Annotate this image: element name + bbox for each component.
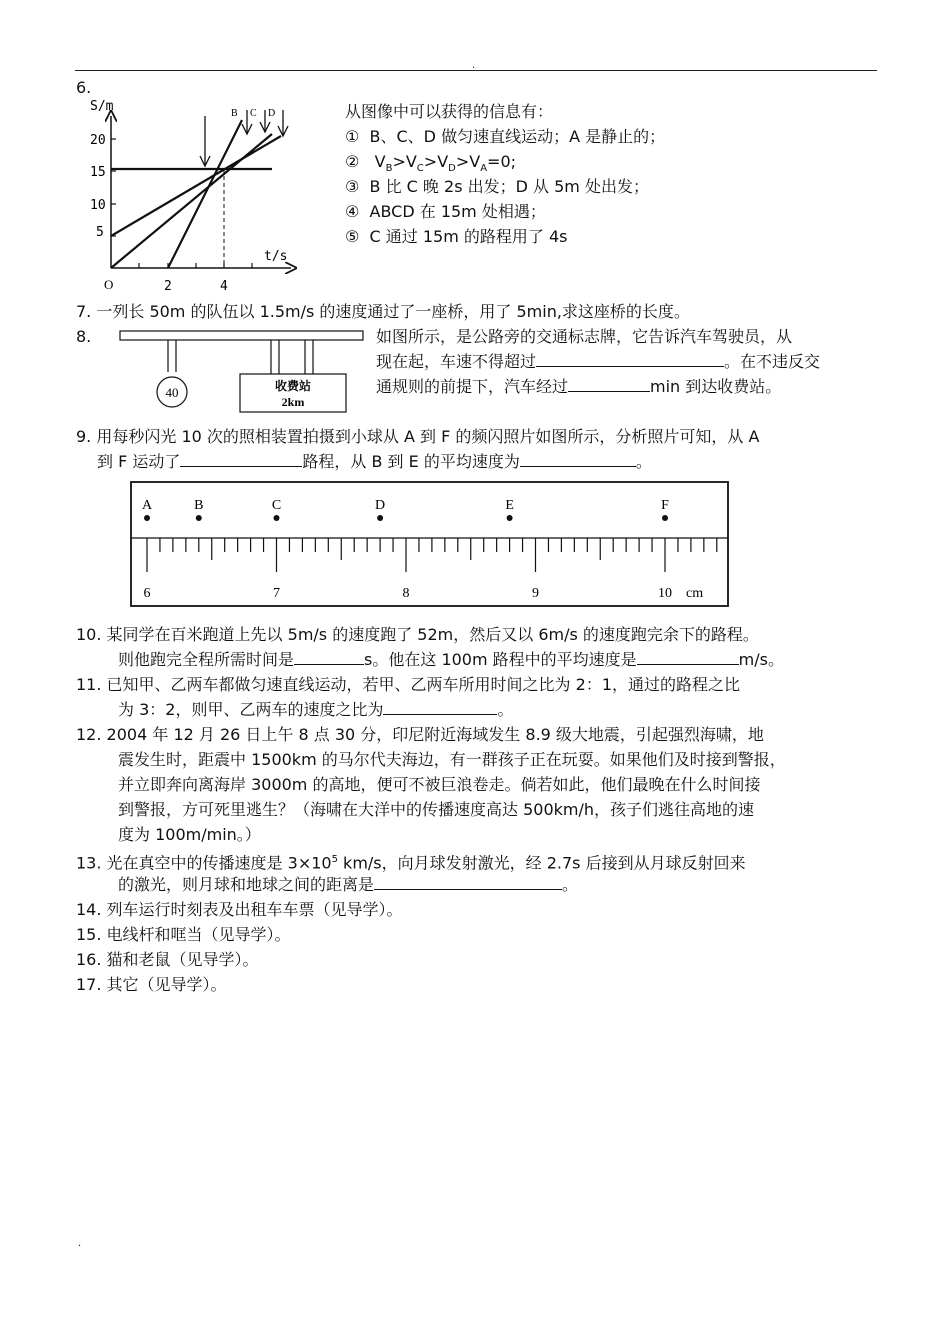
q14-number: 14. <box>76 900 102 919</box>
q12-line5: 度为 100m/min。） <box>118 825 261 844</box>
line-label-c: C <box>250 108 257 119</box>
q13-text: 的激光，则月球和地球之间的距离是 <box>118 875 375 894</box>
q12-line2: 震发生时，距震中 1500km 的马尔代夫海边，有一群孩子正在玩耍。如果他们及时接到警报， <box>118 750 786 769</box>
q9-text: 。 <box>635 452 652 471</box>
item-text: C 通过 15m 的路程用了 4s <box>369 227 568 246</box>
q10-text: m/s。 <box>738 650 784 669</box>
q14 <box>76 898 403 922</box>
answer-blank-avg-speed[interactable] <box>520 450 636 467</box>
answer-blank-distance[interactable] <box>180 450 302 467</box>
q15-number: 15. <box>76 925 102 944</box>
q14-text: 列车运行时刻表及出租车车票（见导学）。 <box>106 900 403 919</box>
item-mark: ⑤ <box>345 227 360 246</box>
ball-dot <box>196 515 202 521</box>
ball-label: E <box>505 498 514 513</box>
q8-text: min 到达收费站。 <box>650 377 782 396</box>
item-text: B、C、D 做匀速直线运动；A 是静止的； <box>369 127 666 146</box>
answer-blank-speed[interactable] <box>536 350 724 367</box>
answer-blank-time[interactable] <box>568 375 650 392</box>
y-tick-label: 5 <box>96 225 104 240</box>
ball-label: D <box>375 498 386 513</box>
ruler-number: 6 <box>143 586 151 601</box>
ball-dot <box>144 515 150 521</box>
q7-number: 7. <box>76 302 92 321</box>
q12-line4: 到警报，方可死里逃生？（海啸在大洋中的传播速度高达 500km/h，孩子们逃往高地的速 <box>118 800 755 819</box>
ruler-number: 9 <box>532 586 539 601</box>
toll-station-distance: 2km <box>281 395 305 409</box>
q6-item-2: ② $V_B>V_C>V_D>V_A=0$; <box>345 152 517 175</box>
q11-line1 <box>76 673 740 697</box>
q7 <box>76 300 690 324</box>
q12-line1 <box>76 723 764 747</box>
ruler-number: 8 <box>402 586 410 601</box>
x-tick-label: 2 <box>164 279 172 294</box>
q9-ruler-photo <box>130 480 730 608</box>
q15-text: 电线杆和哐当（见导学）。 <box>106 925 291 944</box>
q10-text: 则他跑完全程所需时间是 <box>118 650 295 669</box>
q16 <box>76 948 259 972</box>
q13-text: 光在真空中的传播速度是 3×10 <box>106 853 332 873</box>
ball-dot <box>274 515 280 521</box>
q12-line3: 并立即奔向离海岸 3000m 的高地，便可不被巨浪卷走。倘若如此，他们最晚在什么时间接 <box>118 775 761 794</box>
q8-line1: 如图所示，是公路旁的交通标志牌，它告诉汽车驾驶员，从 <box>376 327 793 346</box>
q10-line1 <box>76 623 759 647</box>
q13-text: km/s，向月球发射激光，经 2.7s 后接到从月球反射回来 <box>337 853 746 873</box>
q9-line1 <box>76 425 759 449</box>
q6-item-4 <box>345 200 546 224</box>
ruler-number: 7 <box>273 586 280 601</box>
ruler-number: 10 <box>658 586 672 601</box>
y-tick-label: 20 <box>90 133 106 148</box>
q16-text: 猫和老鼠（见导学）。 <box>106 950 259 969</box>
ball-dot <box>377 515 383 521</box>
q6-item-3 <box>345 175 649 199</box>
item-text: B 比 C 晚 2s 出发；D 从 5m 处出发； <box>369 177 649 196</box>
q10-text: s。他在这 100m 路程中的平均速度是 <box>364 650 637 669</box>
q6-info-title: 从图像中可以获得的信息有： <box>345 102 554 121</box>
q16-number: 16. <box>76 950 102 969</box>
speed-limit-value: 40 <box>165 385 179 400</box>
answer-blank-moon-distance[interactable] <box>374 873 562 890</box>
q6-st-graph <box>76 96 306 296</box>
q13-text: 。 <box>562 875 579 894</box>
x-tick-label: 4 <box>220 279 228 294</box>
answer-blank-total-time[interactable] <box>294 648 364 665</box>
q11-text: 为 3：2，则甲、乙两车的速度之比为 <box>118 700 384 719</box>
q11-text: 已知甲、乙两车都做匀速直线运动，若甲、乙两车所用时间之比为 2：1，通过的路程之比 <box>106 675 740 694</box>
line-label-d: D <box>268 108 276 119</box>
q8-line3 <box>376 375 781 399</box>
line-d <box>111 136 281 236</box>
q8-traffic-sign <box>118 328 368 416</box>
q15 <box>76 923 291 947</box>
q17-text: 其它（见导学）。 <box>106 975 227 994</box>
ball-label: B <box>194 498 204 513</box>
q17 <box>76 973 227 997</box>
q6-item-1 <box>345 125 665 149</box>
q9-number: 9. <box>76 427 92 446</box>
q13-line2 <box>118 873 578 897</box>
q13-exponent: 5 <box>331 854 338 865</box>
q13-number: 13. <box>76 853 102 873</box>
line-label-b: B <box>231 108 238 119</box>
item-mark: ③ <box>345 177 360 196</box>
q11-line2 <box>118 698 513 722</box>
q9-text: 路程，从 B 到 E 的平均速度为 <box>302 452 520 471</box>
q8-text: 现在起，车速不得超过 <box>376 352 537 371</box>
item-mark: ④ <box>345 202 360 221</box>
q12-text: 2004 年 12 月 26 日上午 8 点 30 分，印尼附近海域发生 8.9 级大地震，引起强烈海啸，地 <box>106 725 764 744</box>
x-axis-label: t/s <box>264 249 288 264</box>
y-axis-label: S/m <box>90 99 114 114</box>
ball-label: A <box>141 498 153 513</box>
line-c <box>111 134 272 268</box>
footer-dot: . <box>78 1238 82 1249</box>
y-tick-label: 10 <box>90 198 106 213</box>
answer-blank-avg-speed[interactable] <box>637 648 739 665</box>
q6-item-5 <box>345 225 568 249</box>
q9-line2 <box>97 450 652 474</box>
q11-number: 11. <box>76 675 102 694</box>
q8-number: 8. <box>76 327 92 346</box>
q17-number: 17. <box>76 975 102 994</box>
q7-text: 一列长 50m 的队伍以 1.5m/s 的速度通过了一座桥，用了 5min,求这座桥的长度。 <box>96 302 690 321</box>
q6-number: 6. <box>76 78 92 97</box>
header-rule <box>75 70 877 71</box>
toll-station-label: 收费站 <box>274 379 312 393</box>
origin-label: O <box>104 277 114 292</box>
header-dot: . <box>472 60 476 71</box>
item-mark: ② <box>345 152 360 171</box>
q8-text: 通规则的前提下，汽车经过 <box>376 377 569 396</box>
q13-line1 <box>76 848 746 875</box>
q8-line2 <box>376 350 820 374</box>
q8-text: 。在不违反交 <box>724 352 821 371</box>
q10-line2 <box>118 648 784 672</box>
q9-text: 到 F 运动了 <box>97 452 181 471</box>
q12-number: 12. <box>76 725 102 744</box>
ball-dot <box>507 515 513 521</box>
q11-text: 。 <box>497 700 514 719</box>
ball-label: C <box>271 498 282 513</box>
q10-number: 10. <box>76 625 102 644</box>
answer-blank-speed-ratio[interactable] <box>383 698 497 715</box>
item-mark: ① <box>345 127 360 146</box>
y-tick-label: 15 <box>90 165 106 180</box>
ruler-unit: cm <box>686 586 704 601</box>
q10-text: 某同学在百米跑道上先以 5m/s 的速度跑了 52m，然后又以 6m/s 的速度跑完余下的路程。 <box>106 625 759 644</box>
ball-dot <box>662 515 668 521</box>
item-text: ABCD 在 15m 处相遇； <box>369 202 546 221</box>
ball-label: F <box>661 498 669 513</box>
q9-text: 用每秒闪光 10 次的照相装置拍摄到小球从 A 到 F 的频闪照片如图所示，分析照片可知，从 A <box>96 427 760 446</box>
